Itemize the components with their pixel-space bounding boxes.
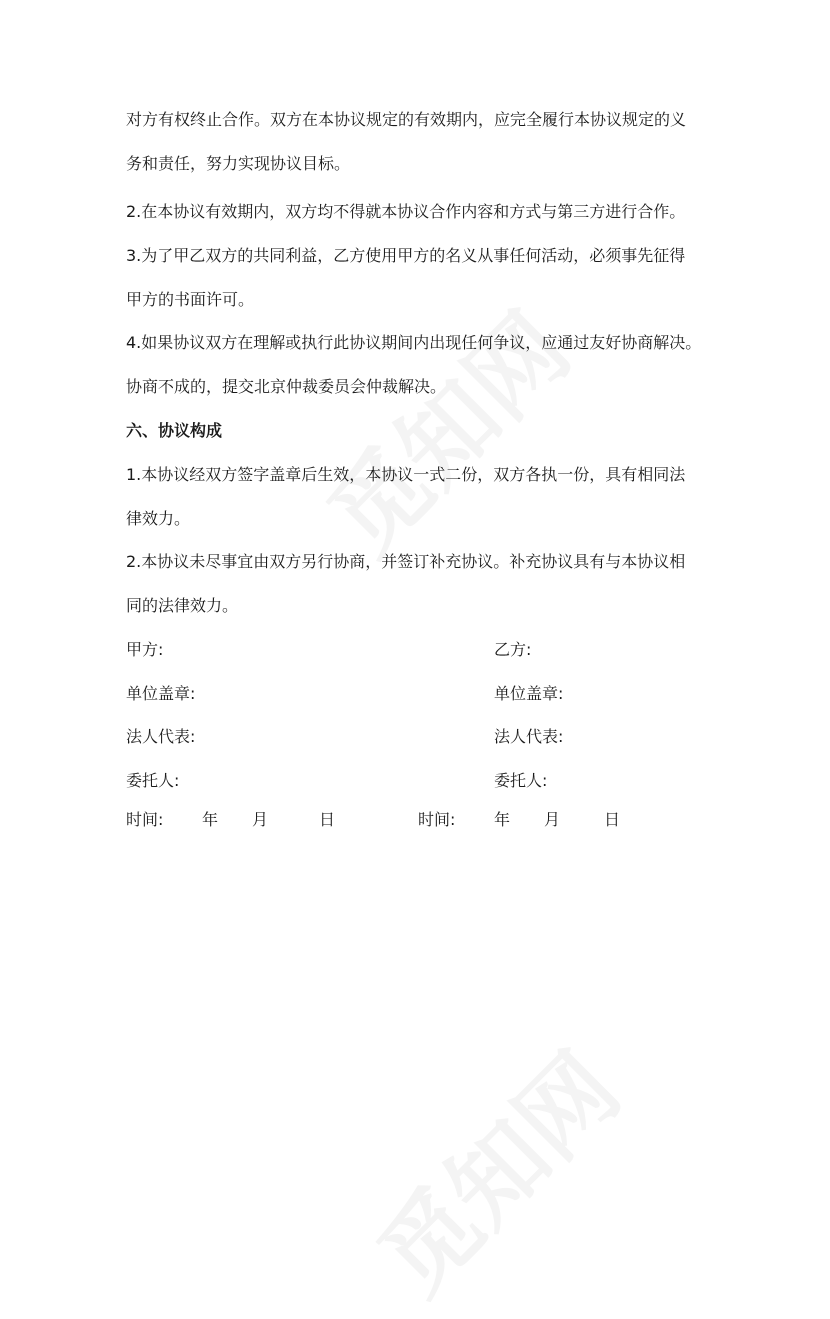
signature-row-agent xyxy=(126,770,716,792)
year-a-label: 年 xyxy=(202,810,219,829)
paragraph-line: 同的法律效力。 xyxy=(126,596,239,615)
day-a-label: 日 xyxy=(319,810,336,829)
day-b-label: 日 xyxy=(604,810,621,829)
signature-row-representative xyxy=(126,726,716,748)
paragraph-line: 3.为了甲乙双方的共同利益，乙方使用甲方的名义从事任何活动，必须事先征得 xyxy=(126,246,686,265)
paragraph-line: 务和责任，努力实现协议目标。 xyxy=(126,154,351,173)
paragraph-line: 对方有权终止合作。双方在本协议规定的有效期内，应完全履行本协议规定的义 xyxy=(126,110,687,129)
paragraph-line: 2.本协议未尽事宜由双方另行协商，并签订补充协议。补充协议具有与本协议相 xyxy=(126,552,686,571)
signature-row-party xyxy=(126,639,716,661)
seal-a-label: 单位盖章: xyxy=(126,684,196,703)
year-b-label: 年 xyxy=(494,810,511,829)
party-a-label: 甲方: xyxy=(126,640,164,659)
month-b-label: 月 xyxy=(544,810,561,829)
paragraph-line: 2.在本协议有效期内，双方均不得就本协议合作内容和方式与第三方进行合作。 xyxy=(126,202,686,221)
paragraph-line: 1.本协议经双方签字盖章后生效，本协议一式二份，双方各执一份，具有相同法 xyxy=(126,465,686,484)
watermark xyxy=(294,278,595,579)
signature-row-seal xyxy=(126,683,716,705)
paragraph-line: 甲方的书面许可。 xyxy=(126,290,255,309)
agent-b-label: 委托人: xyxy=(494,771,548,790)
agent-a-label: 委托人: xyxy=(126,771,180,790)
rep-a-label: 法人代表: xyxy=(126,727,196,746)
paragraph-line: 协商不成的，提交北京仲裁委员会仲裁解决。 xyxy=(126,377,447,396)
watermark xyxy=(344,1018,645,1319)
seal-b-label: 单位盖章: xyxy=(494,684,564,703)
paragraph-line: 4.如果协议双方在理解或执行此协议期间内出现任何争议，应通过友好协商解决。 xyxy=(126,333,702,352)
rep-b-label: 法人代表: xyxy=(494,727,564,746)
signature-row-date xyxy=(126,809,716,831)
time-a-label: 时间: xyxy=(126,810,164,829)
paragraph-line: 律效力。 xyxy=(126,509,191,528)
party-b-label: 乙方: xyxy=(494,640,532,659)
time-b-label: 时间: xyxy=(418,810,456,829)
section-heading: 六、协议构成 xyxy=(126,421,223,440)
month-a-label: 月 xyxy=(252,810,269,829)
